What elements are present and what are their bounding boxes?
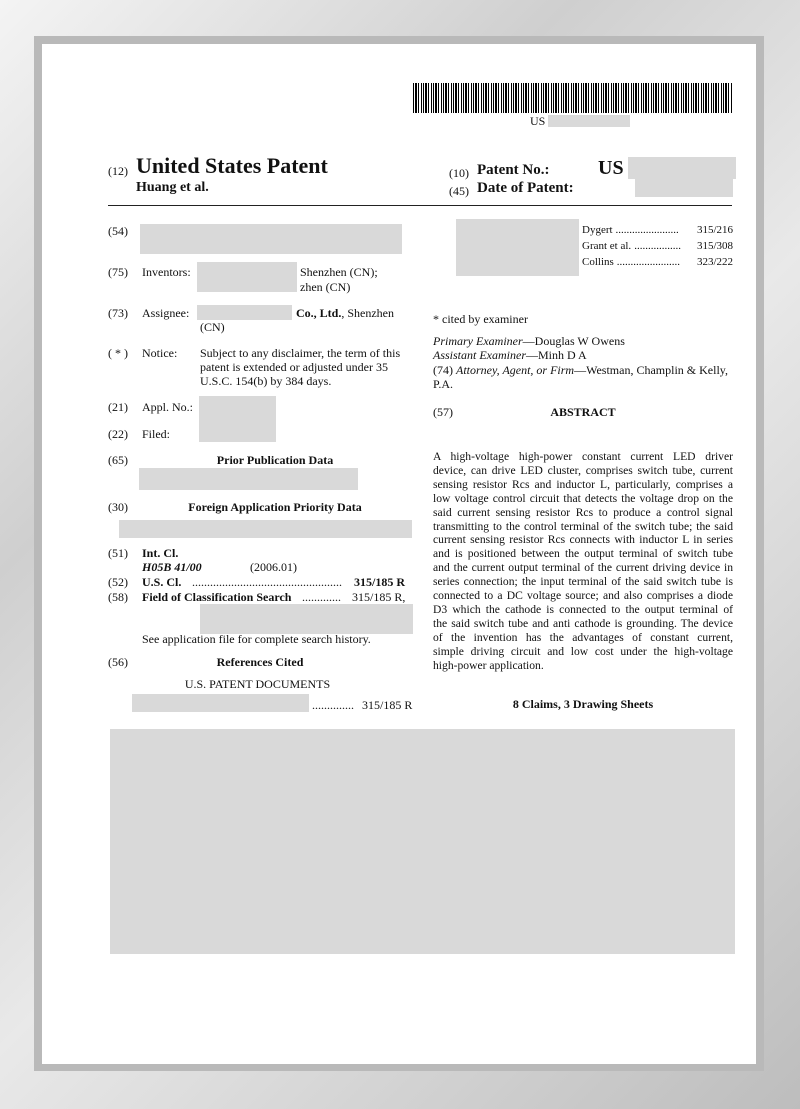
abstract-line: device, can drive LED cluster, comprises switch tube, current [433,463,733,477]
ref-row [582,222,733,238]
code-12: (12) [108,164,128,178]
abstract-line: D3 which the cathode is connected to the output terminal of [433,602,733,616]
code-54: (54) [108,224,128,238]
redacted-title [140,224,402,254]
primary-examiner [433,334,625,348]
assignee-company: Co., Ltd. [296,306,342,320]
attorney-label: Attorney, Agent, or Firm [456,363,575,377]
notice-line3: U.S.C. 154(b) by 384 days. [200,374,332,388]
redacted-number [548,115,630,127]
code-notice: ( * ) [108,346,128,360]
ref-row [582,254,733,270]
ref-list-right [582,222,733,270]
refs-cited-heading: References Cited [216,655,304,669]
redacted-assignee [197,305,292,320]
redacted-field-search [200,604,413,634]
abstract-line: low voltage control circuit that detects the voltage drop on the [433,491,733,505]
code-51: (51) [108,546,128,560]
assignee-text [296,306,394,320]
code-74: (74) [433,363,453,377]
assistant-name: —Minh D A [526,348,587,362]
code-30: (30) [108,500,128,514]
ref-dots: ................. [634,240,681,252]
abstract-line: simple driving circuit and low cost under the high-voltage [433,644,733,658]
code-57: (57) [433,405,453,419]
code-56: (56) [108,655,128,669]
ref-class: 315/216 [696,224,733,236]
uscl-dots: .................................................. [192,575,342,589]
patent-no-prefix: US [598,157,624,179]
abstract-heading: ABSTRACT [550,405,616,419]
foreign-prio-heading: Foreign Application Priority Data [188,500,362,514]
inventors-line2: zhen (CN) [300,280,351,294]
assistant-label: Assistant Examiner [433,348,526,362]
attorney-line2: P.A. [433,377,454,391]
code-73: (73) [108,306,128,320]
date-label: Date of Patent: [477,180,574,196]
ref-name: Dygert [582,224,613,236]
notice-line2: patent is extended or adjusted under 35 [200,360,388,374]
abstract-body [433,450,733,673]
field-label: Field of Classification Search [142,590,292,604]
attorney-name: —Westman, Champlin & Kelly, [574,363,729,377]
redacted-ref [132,694,309,712]
code-10: (10) [449,166,469,180]
abstract-line: transmitting to the control terminal of the switch tube; the said [433,519,733,533]
redacted-refs-right [456,219,579,276]
abstract-line: connected to a DC voltage source; and also comprises a diode [433,589,733,603]
code-22: (22) [108,427,128,441]
patent-type-title: United States Patent [136,153,328,178]
notice-line1: Subject to any disclaimer, the term of this [200,346,401,360]
ref-name: Collins [582,256,614,268]
uscl-label: U.S. Cl. [142,575,182,589]
barcode [413,83,733,113]
abstract-line: high-power application. [433,658,544,672]
assignee-line2: (CN) [200,320,225,334]
filed-label: Filed: [142,427,171,441]
patent-no-label: Patent No.: [477,162,550,178]
cited-by-examiner: * cited by examiner [433,312,528,326]
claims-sheets: 8 Claims, 3 Drawing Sheets [512,697,654,711]
abstract-line: and the current output terminal of the current driving device in [433,561,733,575]
barcode-label: US [530,114,546,128]
attorney [433,363,728,377]
code-52: (52) [108,575,128,589]
abstract-line: current sensing resistor Rcs connects with inductor L in series [433,533,733,547]
redacted-foreign-prio [119,520,412,538]
redacted-prior-pub [139,468,358,490]
redacted-drawing [110,729,735,954]
assignee-label: Assignee: [142,306,190,320]
ref-name: Grant et al. [582,240,632,252]
redacted-date [635,179,733,197]
redacted-appl-filed [199,396,276,442]
notice-label: Notice: [142,346,178,360]
assignee-city: , Shenzhen [341,306,394,320]
redacted-patent-no [628,157,736,179]
us-docs-heading: U.S. PATENT DOCUMENTS [184,677,331,691]
ref-dots: ....................... [616,256,681,268]
header-rule [108,205,732,206]
code-75: (75) [108,265,128,279]
intcl-year: (2006.01) [250,560,297,574]
ref-row [582,238,733,254]
abstract-line: and is positioned between the output terminal of switch tube [433,547,733,561]
field-dots: ............. [302,590,341,604]
abstract-line: the said switch tube and anti cathode is grounding. The device [433,616,733,630]
see-app-file: See application file for complete search history. [142,632,371,646]
code-58: (58) [108,590,128,604]
field-value: 315/185 R, [352,590,406,604]
abstract-line: sensing resistor Rcs and inductor L, particularly, comprises a [433,477,733,491]
uscl-value: 315/185 R [354,575,405,589]
inventor-short: Huang et al. [136,180,209,195]
redacted-inventors [197,262,297,292]
code-21: (21) [108,400,128,414]
ref-dots: ....................... [615,224,679,236]
primary-name: —Douglas W Owens [522,334,625,348]
appl-label: Appl. No.: [142,400,193,414]
ref-class: 315/308 [696,240,733,252]
ref-dots: .............. [312,698,354,712]
intcl-code: H05B 41/00 [142,560,202,574]
intcl-label: Int. Cl. [142,546,179,560]
code-65: (65) [108,453,128,467]
prior-pub-heading: Prior Publication Data [216,453,334,467]
inventors-label: Inventors: [142,265,191,279]
abstract-line: of the invention has the advantages of constant current, [433,630,733,644]
abstract-line: series connection; the input terminal of the said switch tube is [433,575,733,589]
code-45: (45) [449,184,469,198]
primary-label: Primary Examiner [433,334,523,348]
ref-class: 323/222 [696,256,733,268]
assistant-examiner [433,348,587,362]
inventors-line1: Shenzhen (CN); [300,265,378,279]
abstract-line: said current sensing resistor Rcs to produce a control signal [433,505,733,519]
ref-value: 315/185 R [362,698,413,712]
abstract-line: A high-voltage high-power constant current LED driver [433,450,733,463]
